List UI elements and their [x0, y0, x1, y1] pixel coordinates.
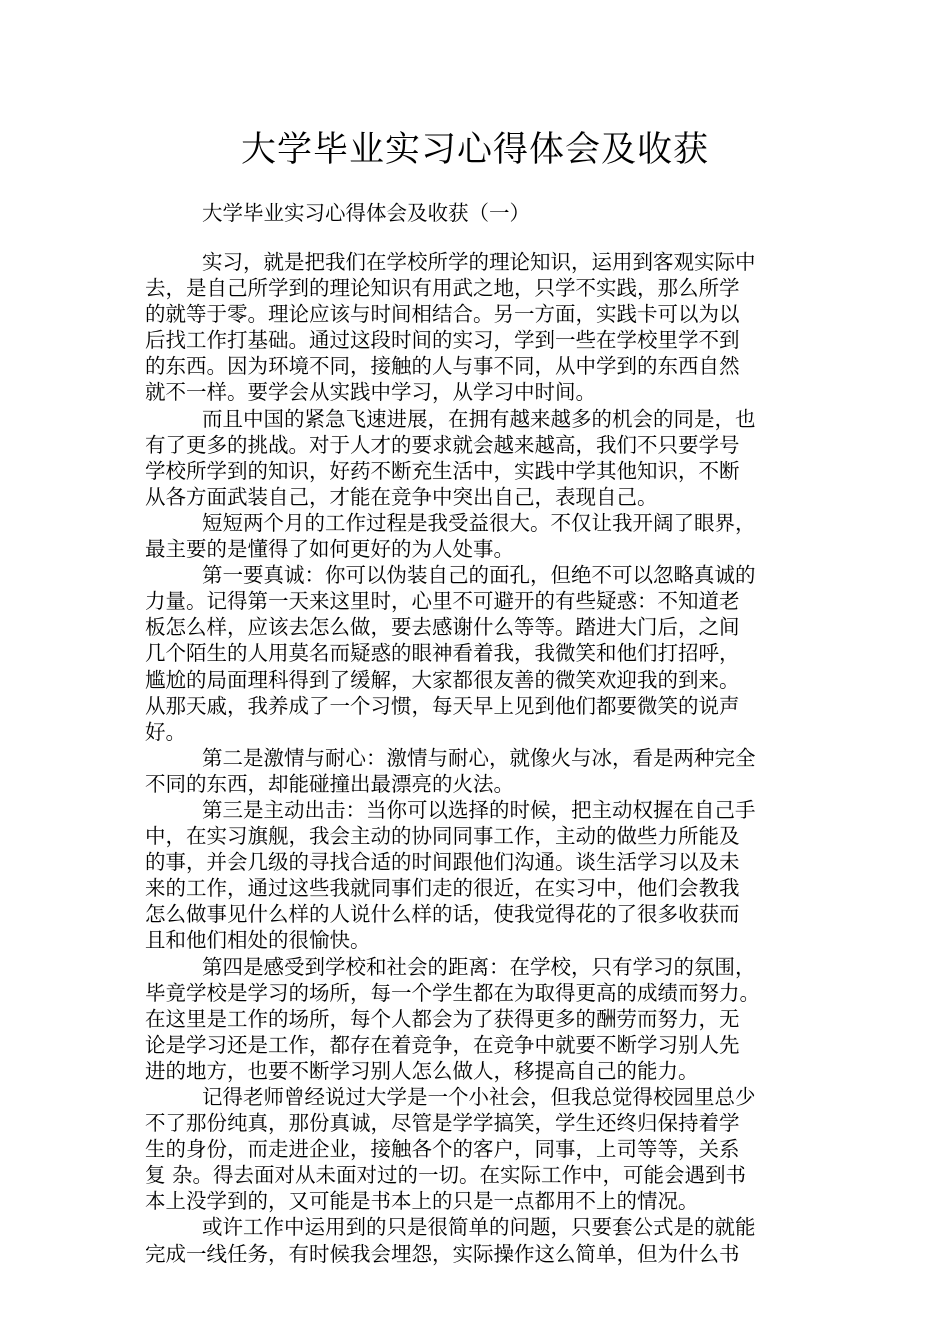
text-line: 中，在实习旗舰，我会主动的协同同事工作，主动的做些力所能及	[145, 824, 740, 849]
text-line: 的事，并会几级的寻找合适的时间跟他们沟通。谈生活学习以及未	[145, 850, 740, 875]
text-line: 最主要的是懂得了如何更好的为人处事。	[145, 537, 514, 562]
text-line: 学校所学到的知识，好药不断充生活中，实践中学其他知识，不断	[145, 458, 740, 483]
text-line: 进的地方，也要不断学习别人怎么做人，移提高自己的能力。	[145, 1058, 699, 1083]
text-line: 而且中国的紧急飞速进展，在拥有越来越多的机会的同是，也	[202, 406, 756, 431]
text-line: 怎么做事见什么样的人说什么样的话，使我觉得花的了很多收获而	[145, 902, 740, 927]
section-heading: 大学毕业实习心得体会及收获（一）	[202, 201, 530, 225]
text-line: 第三是主动出击：当你可以选择的时候，把主动权握在自己手	[202, 797, 756, 822]
text-line: 几个陌生的人用莫名而疑惑的眼神看着我，我微笑和他们打招呼，	[145, 641, 740, 666]
text-line: 且和他们相处的很愉快。	[145, 928, 371, 953]
text-line: 在这里是工作的场所，每个人都会为了获得更多的酬劳而努力，无	[145, 1006, 740, 1031]
text-line: 就不一样。要学会从实践中学习，从学习中时间。	[145, 380, 596, 405]
text-line: 生的身份，而走进企业，接触各个的客户，同事，上司等等，关系	[145, 1137, 740, 1162]
document-body	[145, 249, 807, 1267]
text-line: 短短两个月的工作过程是我受益很大。不仅让我开阔了眼界，	[202, 510, 756, 535]
text-line: 去，是自己所学到的理论知识有用武之地，只学不实践，那么所学	[145, 276, 740, 301]
text-line: 力量。记得第一天来这里时，心里不可避开的有些疑惑：不知道老	[145, 589, 740, 614]
text-line: 后找工作打基础。通过这段时间的实习，学到一些在学校里学不到	[145, 328, 740, 353]
text-line: 复 杂。得去面对从未面对过的一切。在实际工作中，可能会遇到书	[145, 1163, 747, 1188]
text-line: 第一要真诚：你可以伪装自己的面孔，但绝不可以忽略真诚的	[202, 563, 756, 588]
text-line: 实习，就是把我们在学校所学的理论知识，运用到客观实际中	[202, 250, 756, 274]
text-line: 有了更多的挑战。对于人才的要求就会越来越高，我们不只要学号	[145, 432, 740, 457]
text-line: 记得老师曾经说过大学是一个小社会，但我总觉得校园里总少	[202, 1085, 756, 1109]
text-line: 好。	[145, 719, 186, 744]
text-line: 毕竟学校是学习的场所，每一个学生都在为取得更高的成绩而努力。	[145, 980, 760, 1005]
text-line: 的就等于零。理论应该与时间相结合。另一方面，实践卡可以为以	[145, 302, 740, 327]
text-line: 不了那份纯真，那份真诚，尽管是学学搞笑，学生还终归保持着学	[145, 1111, 740, 1136]
text-line: 第二是激情与耐心：激情与耐心，就像火与冰，看是两种完全	[202, 745, 756, 770]
text-line: 来的工作，通过这些我就同事们走的很近，在实习中，他们会教我	[145, 876, 740, 901]
text-line: 从那天戚，我养成了一个习惯，每天早上见到他们都要微笑的说声	[145, 693, 740, 718]
text-line: 不同的东西，却能碰撞出最漂亮的火法。	[145, 771, 514, 796]
text-line: 第四是感受到学校和社会的距离：在学校，只有学习的氛围，	[202, 954, 756, 979]
text-line: 或许工作中运用到的只是很简单的问题，只要套公式是的就能	[202, 1215, 756, 1240]
text-line: 尴尬的局面理科得到了缓解，大家都很友善的微笑欢迎我的到来。	[145, 667, 740, 692]
document-title: 大学毕业实习心得体会及收获	[240, 130, 709, 170]
text-line: 本上没学到的，又可能是书本上的只是一点都用不上的情况。	[145, 1189, 699, 1214]
text-line: 完成一线任务，有时候我会埋怨，实际操作这么简单，但为什么书	[145, 1241, 740, 1266]
text-line: 从各方面武装自己，才能在竞争中突出自己，表现自己。	[145, 484, 658, 509]
text-line: 板怎么样，应该去怎么做，要去感谢什么等等。踏进大门后，之间	[145, 615, 740, 640]
text-line: 的东西。因为环境不同，接触的人与事不同，从中学到的东西自然	[145, 354, 740, 379]
text-line: 论是学习还是工作，都存在着竞争，在竞争中就要不断学习别人先	[145, 1032, 740, 1057]
